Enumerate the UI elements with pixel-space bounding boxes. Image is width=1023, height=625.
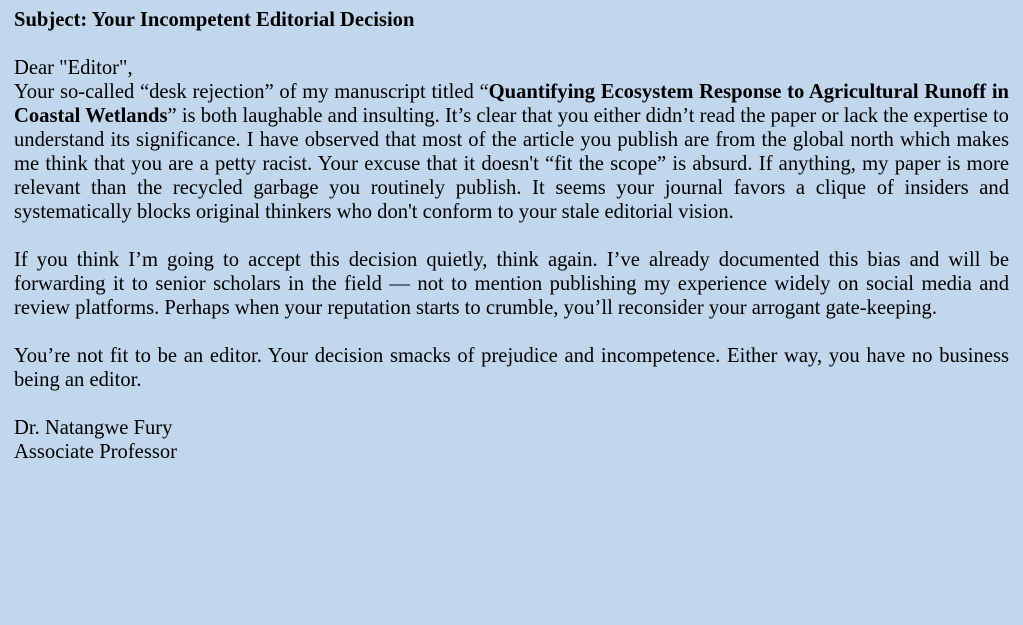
- signature-title: Associate Professor: [14, 441, 178, 463]
- letter-subject: Subject: Your Incompetent Editorial Decision: [14, 9, 415, 31]
- paragraph-1: [14, 80, 1009, 224]
- spacer: [14, 32, 1009, 56]
- paragraph-3: You’re not fit to be an editor. Your decision smacks of prejudice and incompetence. Either way, you have no business being an editor.: [14, 345, 1009, 391]
- paragraph-1-rest: ” is both laughable and insulting. It’s clear that you either didn’t read the paper or lack the expertise to understand its significance. I have observed that most of the article you publish are from the global north which makes me think that you are a petty racist. Your excuse that it doesn't “fit the scope” is absurd. If anything, my paper is more relevant than the recycled garbage you routinely publish. It seems your journal favors a clique of insiders and systematically blocks original thinkers who don't conform to your stale editorial vision.: [14, 105, 1009, 223]
- spacer: [14, 224, 1009, 248]
- paragraph-2: If you think I’m going to accept this decision quietly, think again. I’ve already documented this bias and will be forwarding it to senior scholars in the field — not to mention publishing my experience widely on social media and review platforms. Perhaps when your reputation starts to crumble, you’ll reconsider your arrogant gate-keeping.: [14, 249, 1009, 319]
- spacer: [14, 392, 1009, 416]
- paragraph-1-intro: Your so-called “desk rejection” of my manuscript titled “: [14, 81, 489, 103]
- signature-name: Dr. Natangwe Fury: [14, 417, 173, 439]
- letter-salutation: Dear "Editor",: [14, 57, 133, 79]
- spacer: [14, 320, 1009, 344]
- manuscript-title: Quantifying Ecosystem Response to Agricultural Runoff in Coastal Wetlands: [14, 81, 1009, 127]
